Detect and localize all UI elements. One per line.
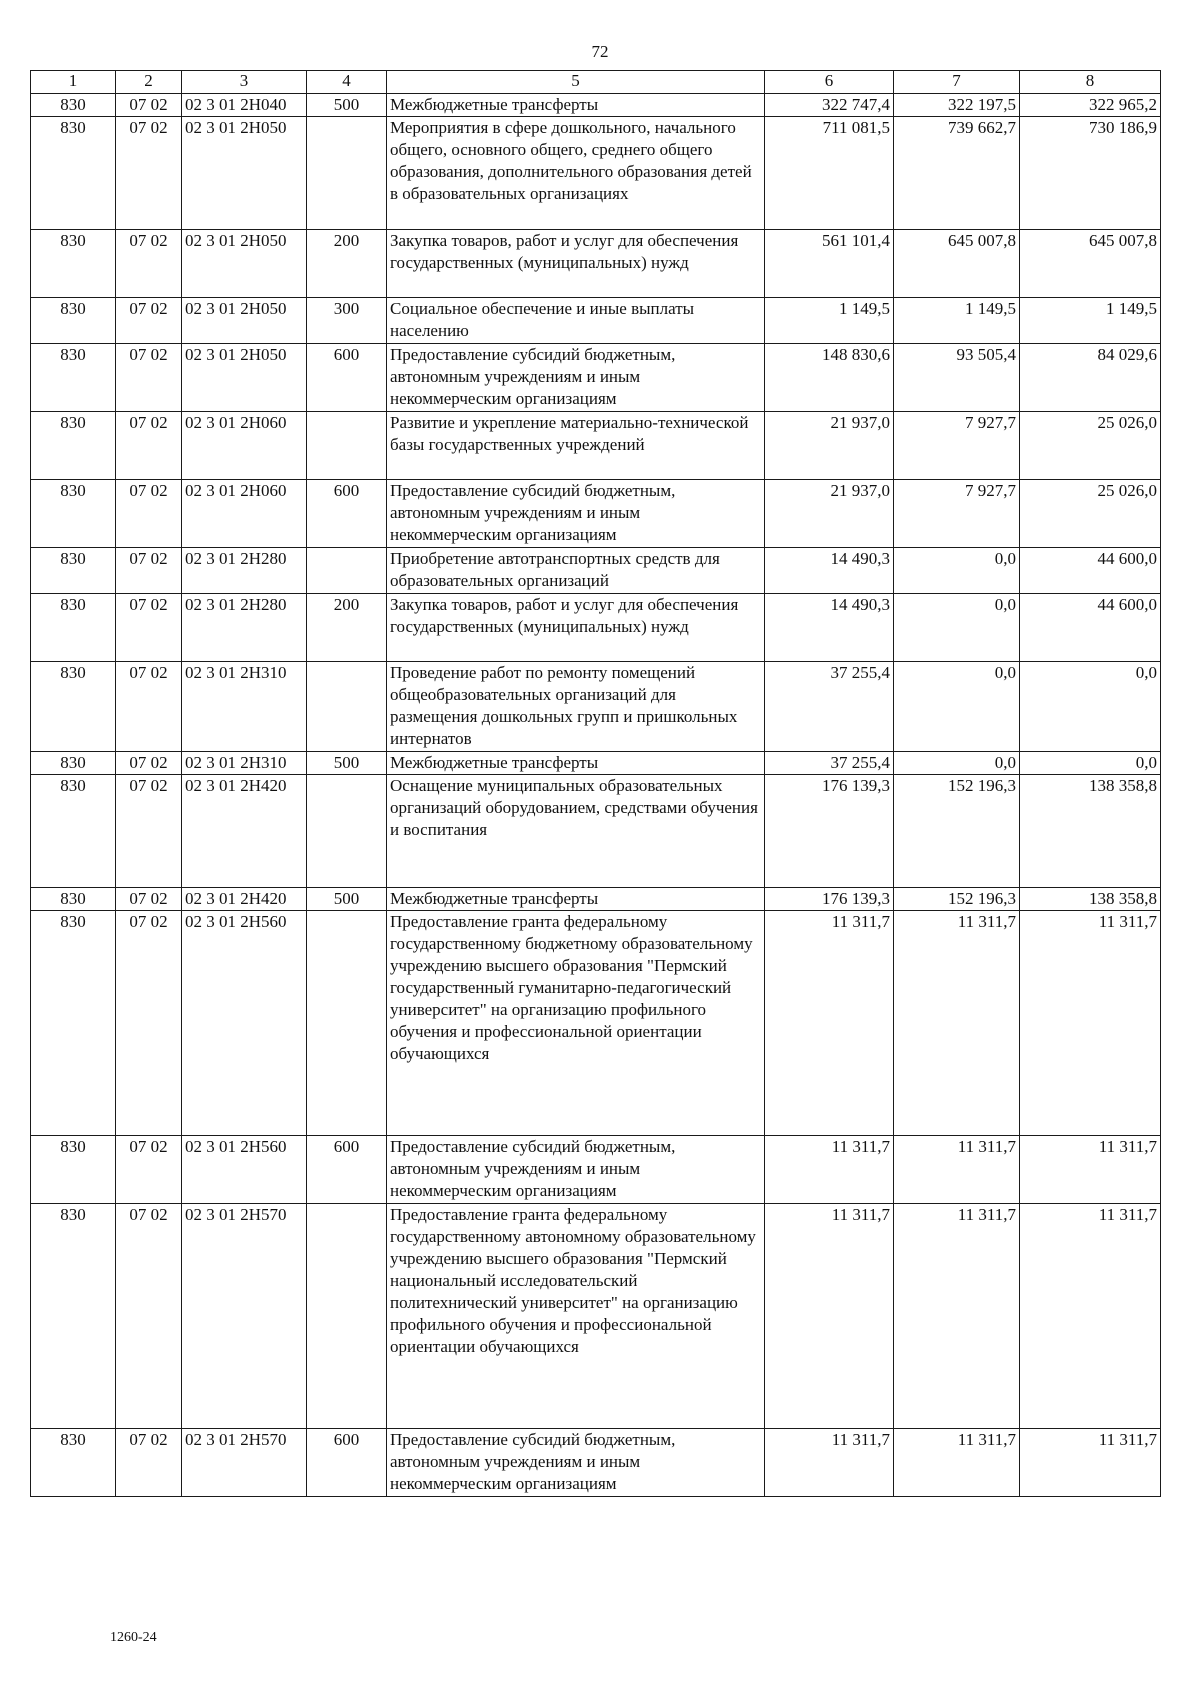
expense-type-cell: 600 (307, 344, 387, 412)
admin-code-cell: 830 (31, 888, 116, 911)
amount-year1-cell: 176 139,3 (765, 888, 894, 911)
item-name-cell: Предоставление гранта федеральному государственному бюджетному образовательному учреждению высшего образования "Пермский государственный гуманитарно-педагогический университет" на организацию профильного обучения и профессиональной ориентации обучающихся (387, 911, 765, 1136)
amount-year1-cell: 14 490,3 (765, 548, 894, 594)
admin-code-cell: 830 (31, 117, 116, 230)
section-code-cell: 07 02 (116, 888, 182, 911)
section-code-cell: 07 02 (116, 117, 182, 230)
expense-type-cell (307, 662, 387, 752)
table-row (31, 888, 1161, 911)
table-row (31, 752, 1161, 775)
document-code: 1260-24 (110, 1630, 157, 1645)
section-code-cell: 07 02 (116, 94, 182, 117)
section-code-cell: 07 02 (116, 911, 182, 1136)
item-name-cell: Социальное обеспечение и иные выплаты населению (387, 298, 765, 344)
expense-type-cell (307, 548, 387, 594)
admin-code-cell: 830 (31, 1136, 116, 1204)
section-code-cell: 07 02 (116, 230, 182, 298)
section-code-cell: 07 02 (116, 775, 182, 888)
amount-year1-cell: 561 101,4 (765, 230, 894, 298)
expense-type-cell: 500 (307, 752, 387, 775)
target-article-cell: 02 3 01 2Н310 (182, 662, 307, 752)
target-article-cell: 02 3 01 2Н560 (182, 1136, 307, 1204)
item-name-cell: Закупка товаров, работ и услуг для обеспечения государственных (муниципальных) нужд (387, 594, 765, 662)
section-code-cell: 07 02 (116, 752, 182, 775)
target-article-cell: 02 3 01 2Н310 (182, 752, 307, 775)
amount-year2-cell: 93 505,4 (894, 344, 1020, 412)
column-header: 8 (1020, 71, 1161, 94)
amount-year1-cell: 14 490,3 (765, 594, 894, 662)
amount-year1-cell: 711 081,5 (765, 117, 894, 230)
admin-code-cell: 830 (31, 775, 116, 888)
expense-type-cell (307, 775, 387, 888)
table-row (31, 1204, 1161, 1429)
amount-year1-cell: 11 311,7 (765, 911, 894, 1136)
amount-year3-cell: 0,0 (1020, 752, 1161, 775)
section-code-cell: 07 02 (116, 480, 182, 548)
item-name-cell: Предоставление гранта федеральному государственному автономному образовательному учреждению высшего образования "Пермский национальный исследовательский политехнический университет" на организацию профильного обучения и профессиональной ориентации обучающихся (387, 1204, 765, 1429)
expense-type-cell: 200 (307, 230, 387, 298)
expense-type-cell: 500 (307, 888, 387, 911)
header-row (31, 71, 1161, 94)
column-header: 1 (31, 71, 116, 94)
section-code-cell: 07 02 (116, 344, 182, 412)
amount-year2-cell: 11 311,7 (894, 1429, 1020, 1497)
amount-year3-cell: 11 311,7 (1020, 1204, 1161, 1429)
table-row (31, 412, 1161, 480)
amount-year3-cell: 730 186,9 (1020, 117, 1161, 230)
amount-year2-cell: 0,0 (894, 548, 1020, 594)
amount-year3-cell: 84 029,6 (1020, 344, 1161, 412)
section-code-cell: 07 02 (116, 662, 182, 752)
item-name-cell: Проведение работ по ремонту помещений общеобразовательных организаций для размещения дошкольных групп и пришкольных интернатов (387, 662, 765, 752)
target-article-cell: 02 3 01 2Н060 (182, 412, 307, 480)
column-header: 4 (307, 71, 387, 94)
admin-code-cell: 830 (31, 298, 116, 344)
amount-year2-cell: 152 196,3 (894, 775, 1020, 888)
amount-year2-cell: 7 927,7 (894, 480, 1020, 548)
amount-year3-cell: 1 149,5 (1020, 298, 1161, 344)
admin-code-cell: 830 (31, 94, 116, 117)
admin-code-cell: 830 (31, 1204, 116, 1429)
item-name-cell: Предоставление субсидий бюджетным, автономным учреждениям и иным некоммерческим организациям (387, 480, 765, 548)
table-row (31, 94, 1161, 117)
admin-code-cell: 830 (31, 752, 116, 775)
expense-type-cell: 300 (307, 298, 387, 344)
expense-type-cell: 600 (307, 480, 387, 548)
amount-year1-cell: 11 311,7 (765, 1429, 894, 1497)
section-code-cell: 07 02 (116, 1429, 182, 1497)
expense-type-cell: 500 (307, 94, 387, 117)
amount-year2-cell: 152 196,3 (894, 888, 1020, 911)
table-row (31, 480, 1161, 548)
table-row (31, 775, 1161, 888)
item-name-cell: Межбюджетные трансферты (387, 94, 765, 117)
admin-code-cell: 830 (31, 230, 116, 298)
target-article-cell: 02 3 01 2Н050 (182, 230, 307, 298)
section-code-cell: 07 02 (116, 298, 182, 344)
amount-year3-cell: 44 600,0 (1020, 548, 1161, 594)
item-name-cell: Приобретение автотранспортных средств для образовательных организаций (387, 548, 765, 594)
admin-code-cell: 830 (31, 1429, 116, 1497)
table-row (31, 117, 1161, 230)
amount-year3-cell: 11 311,7 (1020, 1136, 1161, 1204)
item-name-cell: Закупка товаров, работ и услуг для обеспечения государственных (муниципальных) нужд (387, 230, 765, 298)
expense-type-cell: 600 (307, 1429, 387, 1497)
admin-code-cell: 830 (31, 344, 116, 412)
item-name-cell: Развитие и укрепление материально-технической базы государственных учреждений (387, 412, 765, 480)
expense-type-cell: 600 (307, 1136, 387, 1204)
column-header: 5 (387, 71, 765, 94)
target-article-cell: 02 3 01 2Н570 (182, 1429, 307, 1497)
target-article-cell: 02 3 01 2Н560 (182, 911, 307, 1136)
amount-year1-cell: 21 937,0 (765, 412, 894, 480)
amount-year2-cell: 11 311,7 (894, 911, 1020, 1136)
table-row (31, 548, 1161, 594)
budget-table (30, 70, 1161, 1497)
admin-code-cell: 830 (31, 480, 116, 548)
amount-year1-cell: 37 255,4 (765, 662, 894, 752)
amount-year3-cell: 25 026,0 (1020, 480, 1161, 548)
amount-year2-cell: 7 927,7 (894, 412, 1020, 480)
amount-year3-cell: 322 965,2 (1020, 94, 1161, 117)
amount-year2-cell: 1 149,5 (894, 298, 1020, 344)
amount-year3-cell: 138 358,8 (1020, 775, 1161, 888)
table-row (31, 1429, 1161, 1497)
item-name-cell: Предоставление субсидий бюджетным, автономным учреждениям и иным некоммерческим организациям (387, 344, 765, 412)
section-code-cell: 07 02 (116, 1204, 182, 1429)
admin-code-cell: 830 (31, 412, 116, 480)
amount-year2-cell: 739 662,7 (894, 117, 1020, 230)
column-header: 6 (765, 71, 894, 94)
section-code-cell: 07 02 (116, 412, 182, 480)
amount-year3-cell: 0,0 (1020, 662, 1161, 752)
section-code-cell: 07 02 (116, 548, 182, 594)
target-article-cell: 02 3 01 2Н420 (182, 775, 307, 888)
section-code-cell: 07 02 (116, 1136, 182, 1204)
column-header: 3 (182, 71, 307, 94)
expense-type-cell: 200 (307, 594, 387, 662)
amount-year2-cell: 645 007,8 (894, 230, 1020, 298)
admin-code-cell: 830 (31, 594, 116, 662)
target-article-cell: 02 3 01 2Н420 (182, 888, 307, 911)
amount-year1-cell: 176 139,3 (765, 775, 894, 888)
table-row (31, 594, 1161, 662)
section-code-cell: 07 02 (116, 594, 182, 662)
item-name-cell: Межбюджетные трансферты (387, 752, 765, 775)
amount-year2-cell: 0,0 (894, 594, 1020, 662)
table-row (31, 1136, 1161, 1204)
amount-year2-cell: 11 311,7 (894, 1136, 1020, 1204)
amount-year3-cell: 44 600,0 (1020, 594, 1161, 662)
amount-year3-cell: 25 026,0 (1020, 412, 1161, 480)
amount-year1-cell: 1 149,5 (765, 298, 894, 344)
amount-year1-cell: 37 255,4 (765, 752, 894, 775)
amount-year1-cell: 21 937,0 (765, 480, 894, 548)
table-row (31, 230, 1161, 298)
table-row (31, 298, 1161, 344)
target-article-cell: 02 3 01 2Н050 (182, 117, 307, 230)
expense-type-cell (307, 117, 387, 230)
target-article-cell: 02 3 01 2Н050 (182, 344, 307, 412)
amount-year3-cell: 645 007,8 (1020, 230, 1161, 298)
table-row (31, 662, 1161, 752)
amount-year2-cell: 0,0 (894, 752, 1020, 775)
column-header: 7 (894, 71, 1020, 94)
target-article-cell: 02 3 01 2Н570 (182, 1204, 307, 1429)
amount-year3-cell: 138 358,8 (1020, 888, 1161, 911)
item-name-cell: Межбюджетные трансферты (387, 888, 765, 911)
amount-year3-cell: 11 311,7 (1020, 1429, 1161, 1497)
expense-type-cell (307, 412, 387, 480)
item-name-cell: Предоставление субсидий бюджетным, автономным учреждениям и иным некоммерческим организациям (387, 1429, 765, 1497)
table-body (31, 94, 1161, 1497)
admin-code-cell: 830 (31, 548, 116, 594)
target-article-cell: 02 3 01 2Н060 (182, 480, 307, 548)
page-number: 72 (591, 42, 609, 61)
amount-year2-cell: 0,0 (894, 662, 1020, 752)
amount-year1-cell: 322 747,4 (765, 94, 894, 117)
item-name-cell: Мероприятия в сфере дошкольного, начального общего, основного общего, среднего общего образования, дополнительного образования детей в образовательных организациях (387, 117, 765, 230)
amount-year1-cell: 11 311,7 (765, 1136, 894, 1204)
amount-year2-cell: 322 197,5 (894, 94, 1020, 117)
target-article-cell: 02 3 01 2Н280 (182, 594, 307, 662)
column-header: 2 (116, 71, 182, 94)
admin-code-cell: 830 (31, 662, 116, 752)
amount-year3-cell: 11 311,7 (1020, 911, 1161, 1136)
item-name-cell: Оснащение муниципальных образовательных организаций оборудованием, средствами обучения и воспитания (387, 775, 765, 888)
item-name-cell: Предоставление субсидий бюджетным, автономным учреждениям и иным некоммерческим организациям (387, 1136, 765, 1204)
amount-year1-cell: 11 311,7 (765, 1204, 894, 1429)
amount-year1-cell: 148 830,6 (765, 344, 894, 412)
table-row (31, 344, 1161, 412)
table-row (31, 911, 1161, 1136)
target-article-cell: 02 3 01 2Н050 (182, 298, 307, 344)
target-article-cell: 02 3 01 2Н280 (182, 548, 307, 594)
admin-code-cell: 830 (31, 911, 116, 1136)
expense-type-cell (307, 1204, 387, 1429)
target-article-cell: 02 3 01 2Н040 (182, 94, 307, 117)
expense-type-cell (307, 911, 387, 1136)
amount-year2-cell: 11 311,7 (894, 1204, 1020, 1429)
